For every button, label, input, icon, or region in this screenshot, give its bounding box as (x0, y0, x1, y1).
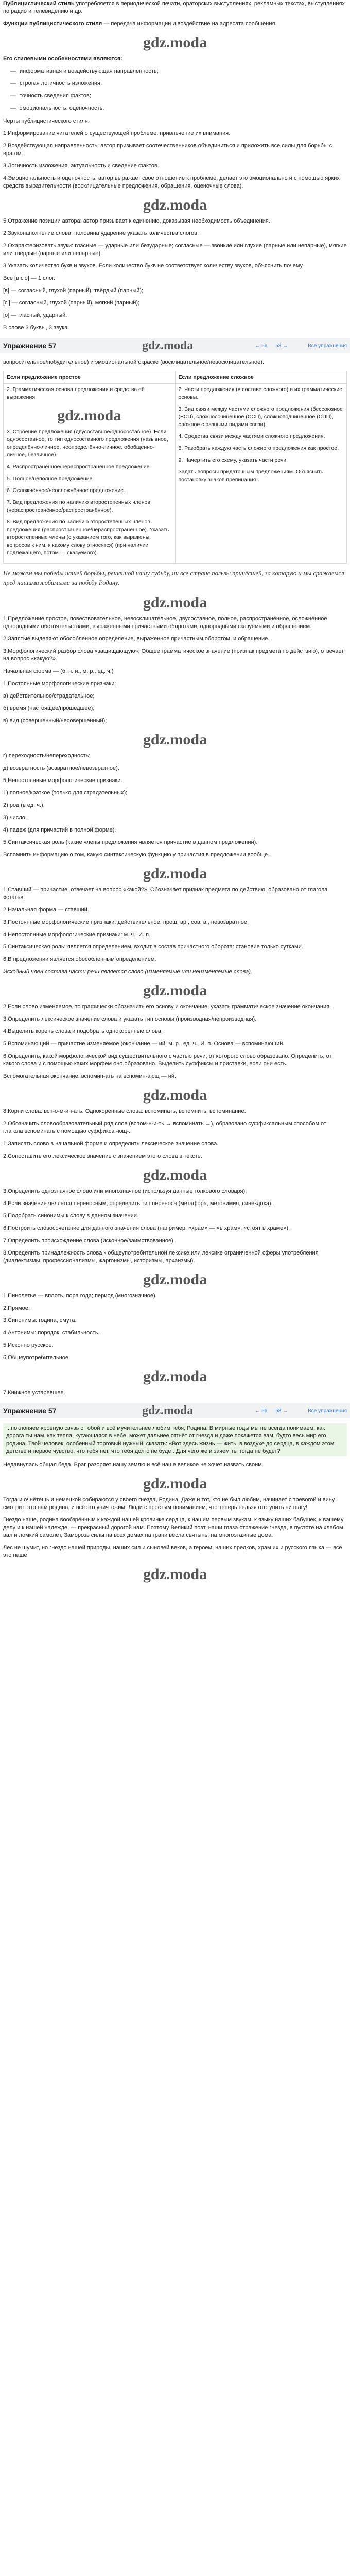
exercise-title: Упражнение 57 (3, 1406, 57, 1415)
prev-exercise-button[interactable]: ← 56 (255, 343, 268, 349)
cell-line: 3. Вид связи между частями сложного предложения (бессоюзное (БСП), сложносочинённое (ССП), сложноподчинённое (СПП), сложное с разными видами связи). (178, 406, 343, 428)
phonetic-line: [о] — гласный, ударный. (3, 312, 67, 318)
exercise-nav (255, 1407, 288, 1415)
text-paragraph: Лес не шумит, но гнездо нашей природы, наших сил и сыновей веков, а героем, наших предков, храм их и русского языка — всё это наше (3, 1545, 342, 1558)
list-item: — строгая логичность изложения; (10, 80, 347, 88)
analysis-line: 3.Определить лексическое значение слова и указать тип основы (производная/непроизводная). (3, 1016, 257, 1022)
analysis-line: 2.Начальная форма — ставший. (3, 907, 89, 913)
analysis-line: 6.Общеупотребительное. (3, 1354, 71, 1361)
list-item: — информативная и воздействующая направленность; (10, 67, 347, 75)
cell-line: 2. Части предложения (в составе сложного) и их грамматические основы. (178, 386, 343, 400)
exercise-title: Упражнение 57 (3, 341, 57, 350)
table-header-simple: Если предложение простое (4, 371, 176, 384)
text-paragraph: Гнездо наше, родина вообзрённым к каждой нашей кровинке сердца, к нашим первым звукам, к языку наших бабушек, к вашему делу и к нашей надежде, — прекрасный дорогой нам. Поэтому Великий поэт, наши глаза отражение гнезда, в пустоте на хлебом вал и ломкий самолёт, Заморозь силы на всех домах на грани вёсла святынь, на многоэтажные дома. (3, 1517, 344, 1538)
analysis-line: 8.Корни слова: всп-о-м-ин-ать. Однокоренные слова: вспоминать, вспомнить, вспоминание. (3, 1108, 246, 1114)
trait-line: 5.Отражение позиции автора: автор призывает к единению, доказывая необходимость объединения. (3, 218, 270, 224)
watermark: gdz.moda (143, 865, 207, 882)
text-paragraph: ...поклоняем кровную связь с тобой и всё мучительнее любим тебя, Родина. В мирные годы мы не всегда понимаем, как дорога ты нам, как тепла, кутающаяся в небе, может дальнее отгнёт от гнезда и даже покажется вам, будто весь мир его родина. Твой человек, особенный торговый нужный, сказать: «Вот здесь жизнь — жить, в воздухе до сердца, в каждом этом детстве и первое чувство, что тебя нет, что тебя долго не будет. Для чего же и зачем ты тогда не будет? (3, 1423, 347, 1456)
trait-line: 3.Логичность изложения, актуальность и сведение фактов. (3, 163, 159, 169)
cell-line: Задать вопросы придаточным предложениям. Объяснить постановку знаков препинания. (178, 469, 324, 483)
traits-heading: Черты публицистического стиля: (3, 118, 90, 124)
analysis-line: 5.Вспоминающий — причастие изменяемое (окончание — ий; м. р., ед. ч., И. п. Основа — вспоминающий. (3, 1041, 285, 1047)
analysis-line: 8.Определить принадлежность слова к общеупотребительной лексике или лексике ограниченной сферы употребления (диалектизмы, профессионализмы, жаргонизмы, историзмы, архаизмы). (3, 1250, 319, 1264)
watermark: gdz.moda (142, 1404, 194, 1417)
analysis-line: 6.Определить, какой морфологической вид существительного с частью речи, от которого слово образовано. Определить, от какого слова и с помощью каких морфем оно образовано. Выделить суффиксы и приставки, если они есть. (3, 1053, 332, 1067)
analysis-line: 4.Антонимы: порядок, стабильность. (3, 1330, 100, 1336)
handwritten-sentence: Не можем мы победы нашей борьбы, решенной нашу судьбу, ни все стране пользы принёсшей, за которую и мы сражаемся пред нашими любимыми за победу Родину. (3, 570, 344, 586)
analysis-line: 1.Пинолетье — вплоть, пора года; период (многозначное). (3, 1293, 157, 1299)
next-exercise-button[interactable]: 58 → (275, 343, 288, 349)
phonetic-word: Все [в с'о] — 1 слог. (3, 275, 55, 281)
cell-line: 8. Разобрать каждую часть сложного предложения как простое. (178, 445, 339, 451)
watermark: gdz.moda (143, 1368, 207, 1385)
watermark: gdz.moda (143, 1271, 207, 1288)
features-heading: Его стилевыми особенностями являются: (3, 56, 122, 62)
analysis-line: 1.Постоянные морфологические признаки: (3, 681, 116, 687)
analysis-line: 3.Постоянные морфологические признаки: действительное, прош. вр., сов. в., невозвратное. (3, 919, 249, 925)
cell-line: 8. Вид предложения по наличию второстепенных членов предложения (распространённое/нераспространённое). Указать второстепенные члены (с указанием того, как выражены, вопросов к ним, к какому слову относятся) (при наличии подлежащего, потом — сказуемого). (7, 519, 169, 556)
analysis-line: д) возвратность (возвратное/невозвратное). (3, 765, 119, 771)
trait-line: 4.Эмоциональность и оценочность: автор выражает своё отношение к проблеме, делает это эмоционально и с помощью ярких средств выразительности (восклицательные предложения, обращения, оценочные слова). (3, 175, 340, 189)
analysis-line: 4.Если значение является переносным, определить тип переноса (метафора, метонимия, синекдоха). (3, 1200, 273, 1207)
analysis-line: в) вид (совершенный/несовершенный); (3, 718, 107, 724)
next-exercise-button[interactable]: 58 → (275, 1408, 288, 1414)
exercise-header (0, 338, 350, 353)
analysis-line: 7.Определить происхождение слова (исконное/заимствованное). (3, 1238, 175, 1244)
watermark: gdz.moda (143, 1166, 207, 1183)
cell-line: 9. Начертить его схему, указать части речи. (178, 457, 288, 463)
analysis-line: 1.Записать слово в начальной форме и определить лексическое значение слова. (3, 1141, 219, 1147)
analysis-line: 3) число; (3, 815, 27, 821)
analysis-line: 7.Книжное устаревшее. (3, 1389, 65, 1396)
analysis-line: Вспомогательная окончание: вспомин-ать на вспомин-ающ — ий. (3, 1073, 177, 1079)
analysis-line: 2.Запятые выделяют обособленное определение, выраженное причастным оборотом, и обращение. (3, 636, 270, 642)
analysis-line: 2.Сопоставить его лексическое значение с значением этого слова в тексте. (3, 1153, 202, 1159)
analysis-line: 6.Построить словосочетание для данного значения слова (например, «храм» — «в храм», «стоят в храме»). (3, 1225, 290, 1231)
table-cell-complex (175, 384, 347, 564)
analysis-line: 1) полное/краткое (только для страдательных); (3, 790, 128, 796)
watermark: gdz.moda (57, 407, 121, 424)
intro-paragraph-2: Функции публицистического стиля — передача информации и воздействие на адресата сообщения. (3, 21, 277, 27)
analysis-line: 1.Предложение простое, повествовательное, невосклицательное, двусоставное, полное, распространённое, осложнённое однородными обстоятельствами, выраженными причастными оборотами, однородными сказуемыми и обращением. (3, 616, 327, 630)
text-paragraph: Тогда и очнётешь и немецкой собираются у своего гнезда, Родина. Даже и тот, кто не был любим, начинает с тревогой и вину смотрит: это нам родина, и всё это уничтожим! Люди с простым пониманием, что теперь нельзя отступить ни шагу! (3, 1497, 335, 1511)
cell-line: 7. Вид предложения по наличию второстепенных членов (нераспространённое/распространённое). (7, 499, 150, 513)
analysis-line: 3.Определить однозначное слово или многозначное (используя данные толкового словаря). (3, 1188, 247, 1194)
prev-exercise-button[interactable]: ← 56 (255, 1408, 268, 1414)
cell-line: 4. Распространённое/нераспространённое предложение. (7, 464, 151, 470)
cell-line: 5. Полное/неполное предложение. (7, 476, 94, 482)
analysis-line: 5.Синтаксическая роль: является определением, входит в состав причастного оборота: становие только сутками. (3, 944, 303, 950)
analysis-line: 3.Синонимы: година, смута. (3, 1317, 77, 1324)
trait-line: 2.Охарактеризовать звуки: гласные — ударные или безударные; согласные — звонкие или глухие (парные или непарные), мягкие или твёрдые (парные или непарные). (3, 243, 347, 257)
analysis-line: 5.Исконно русское. (3, 1342, 54, 1348)
analysis-line: 3.Морфологический разбор слова «защищающую». Общее грамматическое значение (признак предмета по действию), отвечает на вопрос «какую?». (3, 648, 344, 662)
table-cell-simple (4, 384, 176, 564)
exercise-text (3, 1423, 347, 1585)
watermark: gdz.moda (143, 1566, 207, 1583)
trait-line: 2.Воздействующая направленность: автор призывает соотечественников объединиться и приложить все силы для борьбы с врагом. (3, 143, 332, 157)
analysis-line: Вспомнить информацию о том, какую синтаксическую функцию у причастия в предложении вообще. (3, 852, 270, 858)
analysis-line: 4.Выделить корень слова и подобрать однокоренные слова. (3, 1028, 163, 1035)
watermark: gdz.moda (143, 594, 207, 611)
analysis-line: 2) род (в ед. ч.); (3, 802, 45, 808)
watermark: gdz.moda (143, 196, 207, 213)
watermark: gdz.moda (143, 1087, 207, 1104)
analysis-line: 5.Непостоянные морфологические признаки: (3, 777, 122, 784)
cell-line: 3. Строение предложения (двусоставное/односоставное). Если односоставное, то тип односоставного предложения (назывное, определённо-личное, неопределённо-личное, обобщённо-личное, безличное). (7, 429, 168, 458)
text-paragraph: Недавнулась общая беда. Враг разоряет нашу землю и всё наше великое не хочет назвать своим. (3, 1462, 264, 1468)
analysis-line: Исходный член состава части речи является слово (изменяемые или неизменяемые слова). (3, 969, 253, 975)
trait-line: 3.Указать количество букв и звуков. Если количество букв не соответствует количеству звуков, объяснить почему. (3, 263, 304, 269)
all-exercises-link[interactable]: Все упражнения (308, 1408, 347, 1414)
analysis-line: 2.Обозначить словообразовательный ряд слов (вспом-н-и-ть → вспоминать →), образовано суффиксальным способом от глагола вспоминать с помощью суффикса -ющ-. (3, 1121, 326, 1134)
analysis-line: 2.Прямое. (3, 1305, 30, 1311)
analysis-line: 4) падеж (для причастий в полной форме). (3, 827, 116, 833)
phonetic-line: [с'] — согласный, глухой (парный), мягкий (парный); (3, 300, 140, 306)
analysis-line: а) действительное/страдательное; (3, 693, 95, 699)
list-item: — эмоциональность, оценочность. (10, 105, 347, 112)
analysis-line: 2.Если слово изменяемое, то графически обозначить его основу и окончание, указать грамматическое значение окончания. (3, 1004, 331, 1010)
analysis-line: 6.В предложении является обособленным определением. (3, 956, 156, 962)
exercise-nav (255, 342, 288, 350)
exercise-intro-line: вопросительное/побудительное) и эмоциональной окраске (восклицательное/невосклицательное). (3, 359, 265, 365)
phonetic-line: [в] — согласный, глухой (парный), твёрдый (парный); (3, 287, 144, 294)
features-list (10, 67, 347, 112)
watermark: gdz.moda (142, 339, 194, 352)
exercise-header (0, 1403, 350, 1418)
analysis-line: б) время (настоящее/прошедшее); (3, 705, 95, 711)
analysis-text (3, 615, 347, 1397)
analysis-line: 1.Ставший — причастие, отвечает на вопрос «какой?». Обозначает признак предмета по действию, образовано от глагола «стать». (3, 887, 328, 901)
intro-paragraph-1: Публицистический стиль употребляется в периодической печати, ораторских выступлениях, рекламных текстах, выступлениях по радио и телевидению и др. (3, 1, 345, 14)
phonetic-total: В слове 3 буквы, 3 звука. (3, 325, 69, 331)
watermark: gdz.moda (143, 982, 207, 999)
watermark: gdz.moda (143, 731, 207, 748)
cell-line: 2. Грамматическая основа предложения и средства её выражения. (7, 386, 145, 400)
analysis-line: 4.Непостоянные морфологические признаки: м. ч., И. п. (3, 931, 151, 938)
watermark: gdz.moda (143, 34, 207, 51)
analysis-line: Начальная форма — (б. н. и., м. р., ед. ч.) (3, 668, 114, 674)
cell-line: 6. Осложнённое/неосложнённое предложение. (7, 487, 125, 494)
list-item: — точность сведения фактов; (10, 92, 347, 100)
watermark: gdz.moda (143, 1475, 207, 1492)
all-exercises-link[interactable]: Все упражнения (308, 343, 347, 349)
table-header-complex: Если предложение сложное (175, 371, 347, 384)
analysis-line: 5.Синтаксическая роль (какие члены предложения является причастие в данном предложении). (3, 839, 258, 845)
trait-line: 1.Информирование читателей о существующей проблеме, привлечение их внимания. (3, 130, 231, 137)
analysis-line: г) переходность/непереходность; (3, 753, 91, 759)
analysis-table (3, 371, 347, 564)
trait-line: 2.Звуконаполнение слова: половина ударение указать количества слогов. (3, 230, 199, 236)
cell-line: 4. Средства связи между частями сложного предложения. (178, 433, 325, 439)
analysis-line: 5.Подобрать синонимы к слову в данном значении. (3, 1213, 138, 1219)
